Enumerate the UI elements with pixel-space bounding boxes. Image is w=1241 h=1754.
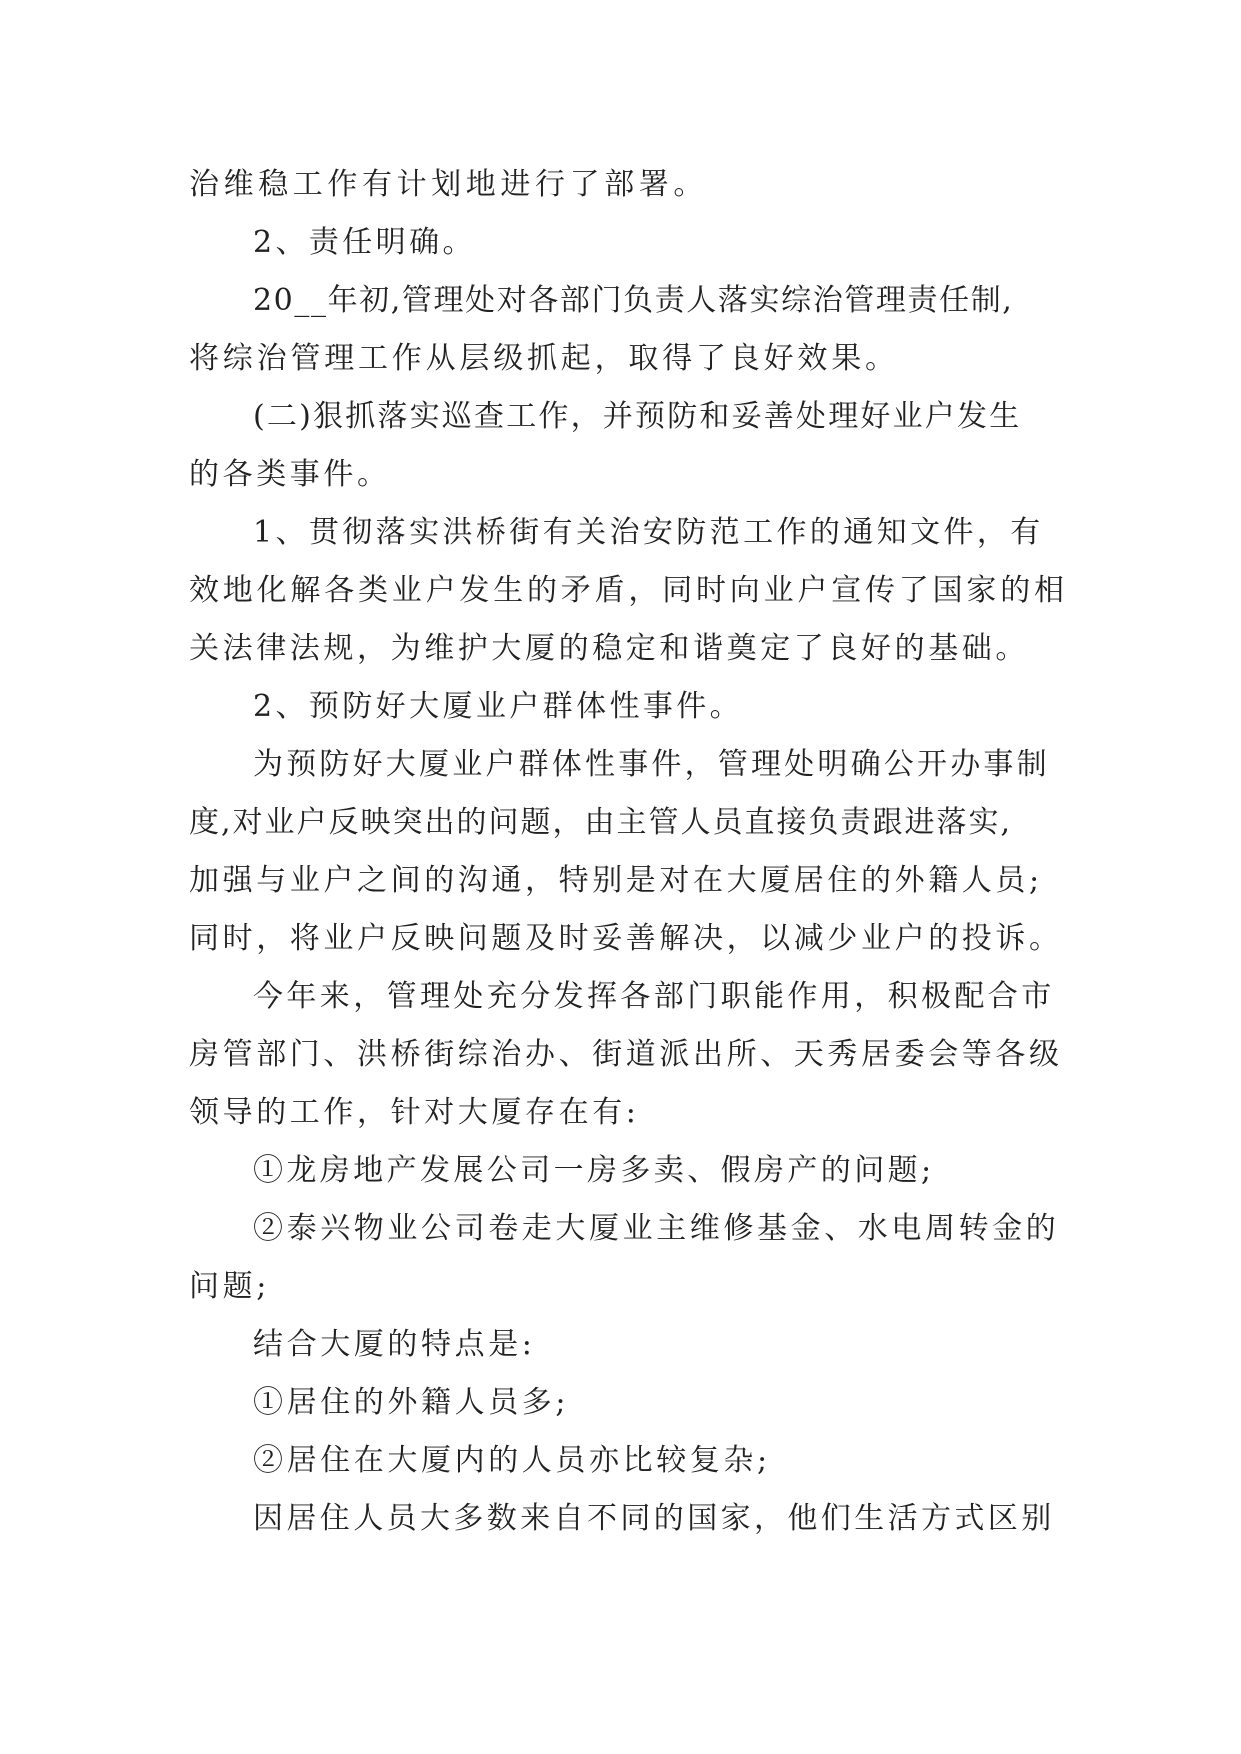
list-item: ①居住的外籍人员多; — [253, 1385, 570, 1420]
text-line: 同时，将业户反映问题及时妥善解决，以减少业户的投诉。 — [189, 921, 1063, 956]
text-line: 加强与业户之间的沟通，特别是对在大厦居住的外籍人员; — [189, 863, 1043, 898]
text-line: 1、贯彻落实洪桥街有关治安防范工作的通知文件，有 — [253, 515, 1044, 550]
text-line: 20__年初,管理处对各部门负责人落实综治管理责任制, — [253, 283, 1014, 318]
text-line: 治维稳工作有计划地进行了部署。 — [189, 167, 708, 202]
text-line: 关法律法规，为维护大厦的稳定和谐奠定了良好的基础。 — [189, 631, 1029, 666]
text-line: 今年来，管理处充分发挥各部门职能作用，积极配合市 — [253, 979, 1055, 1014]
text-line: 因居住人员大多数来自不同的国家，他们生活方式区别 — [253, 1501, 1055, 1536]
text-line: 房管部门、洪桥街综治办、街道派出所、天秀居委会等各级 — [189, 1037, 1063, 1072]
list-item: ①龙房地产发展公司一房多卖、假房产的问题; — [253, 1153, 935, 1188]
text-line: 领导的工作，针对大厦存在有: — [189, 1095, 640, 1130]
text-line: 度,对业户反映突出的问题，由主管人员直接负责跟进落实, — [189, 805, 1013, 840]
text-line: 效地化解各类业户发生的矛盾，同时向业户宣传了国家的相 — [189, 573, 1068, 608]
section-heading: (二)狠抓落实巡查工作，并预防和妥善处理好业户发生 — [253, 399, 1022, 434]
text-line: 结合大厦的特点是: — [253, 1327, 536, 1362]
list-item: ②泰兴物业公司卷走大厦业主维修基金、水电周转金的 — [253, 1211, 1060, 1246]
section-heading: 2、责任明确。 — [253, 225, 476, 260]
text-line: 将综治管理工作从层级抓起，取得了良好效果。 — [189, 341, 899, 376]
text-line: 为预防好大厦业户群体性事件，管理处明确公开办事制 — [253, 747, 1050, 782]
text-line: 的各类事件。 — [189, 457, 391, 492]
text-line: 问题; — [189, 1269, 270, 1304]
section-heading: 2、预防好大厦业户群体性事件。 — [253, 689, 744, 724]
list-item: ②居住在大厦内的人员亦比较复杂; — [253, 1443, 771, 1478]
